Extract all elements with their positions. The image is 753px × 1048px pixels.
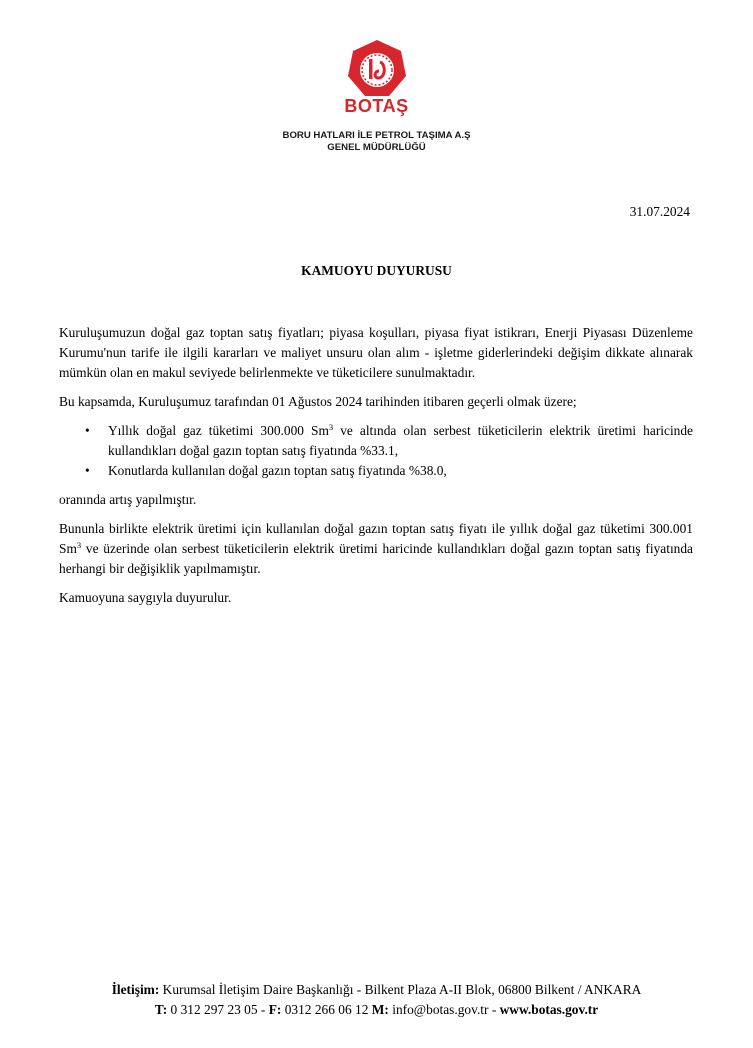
contact-address: Kurumsal İletişim Daire Başkanlığı - Bilkent Plaza A-II Blok, 06800 Bilkent / ANKARA bbox=[159, 982, 642, 997]
bullet-icon: • bbox=[85, 463, 90, 478]
email-link[interactable]: info@botas.gov.tr bbox=[388, 1002, 489, 1017]
paragraph-5: Kamuoyuna saygıyla duyurulur. bbox=[59, 590, 232, 605]
paragraph-4-text-a: Bununla birlikte elektrik üretimi için kullanılan doğal gazın toptan satış fiyatı ile yıllık doğal gaz tüketimi 300.001 Sm bbox=[59, 521, 693, 556]
document-date: 31.07.2024 bbox=[629, 204, 690, 219]
fax-number: 0312 266 06 12 bbox=[281, 1002, 372, 1017]
brand-name: BOTAŞ bbox=[344, 96, 409, 116]
phone-label: T: bbox=[154, 1002, 168, 1017]
paragraph-4-text-b: ve üzerinde olan serbest tüketicilerin elektrik üretimi haricinde kullandıkları doğal gazın toptan satış fiyatında herhangi bir değişiklik yapılmamıştır. bbox=[59, 541, 693, 576]
superscript-3: 3 bbox=[76, 540, 82, 550]
document-title: KAMUOYU DUYURUSU bbox=[301, 263, 452, 278]
paragraph-1: Kuruluşumuzun doğal gaz toptan satış fiyatları; piyasa koşulları, piyasa fiyat istikrarı, Enerji Piyasası Düzenleme Kurumu'nun tarife ile ilgili kararları ve maliyet unsuru olan alım - işletme giderlerindeki değişim dikkate alınarak mümkün olan en makul seviyede belirlenmekte ve tüketicilere sunulmaktadır. bbox=[59, 325, 693, 380]
footer bbox=[0, 980, 753, 1020]
company-line-1: BORU HATLARI İLE PETROL TAŞIMA A.Ş bbox=[282, 130, 471, 141]
contact-label: İletişim: bbox=[111, 982, 160, 997]
bullet-item-1 bbox=[59, 421, 693, 461]
bullet-1-text-b: ve altında olan serbest tüketicilerin elektrik üretimi haricinde kullandıkları doğal gazın toptan satış fiyatında %33.1, bbox=[108, 423, 693, 458]
phone-number: 0 312 297 23 05 - bbox=[167, 1002, 269, 1017]
fax-label: F: bbox=[268, 1002, 282, 1017]
bullet-2-text: Konutlarda kullanılan doğal gazın toptan satış fiyatında %38.0, bbox=[108, 463, 447, 478]
bullet-item-2 bbox=[59, 461, 693, 481]
bullet-1-text-a: Yıllık doğal gaz tüketimi 300.000 Sm bbox=[108, 423, 329, 438]
company-line-2: GENEL MÜDÜRLÜĞÜ bbox=[327, 141, 426, 153]
logo-area bbox=[0, 38, 753, 105]
bullet-icon: • bbox=[85, 423, 90, 438]
paragraph-4 bbox=[59, 519, 693, 579]
separator: - bbox=[488, 1002, 500, 1017]
paragraph-2: Bu kapsamda, Kuruluşumuz tarafından 01 Ağustos 2024 tarihinden itibaren geçerli olmak üzere; bbox=[59, 394, 577, 409]
mail-label: M: bbox=[371, 1002, 389, 1017]
footer-address-line bbox=[0, 980, 753, 1000]
footer-contact-line bbox=[0, 1000, 753, 1020]
company-name bbox=[0, 130, 753, 153]
bullet-list bbox=[59, 421, 693, 481]
superscript-3: 3 bbox=[328, 422, 334, 432]
paragraph-3: oranında artış yapılmıştır. bbox=[59, 492, 197, 507]
document-body bbox=[59, 323, 693, 617]
website-link[interactable]: www.botas.gov.tr bbox=[499, 1002, 599, 1017]
botas-logo-icon bbox=[346, 38, 408, 100]
